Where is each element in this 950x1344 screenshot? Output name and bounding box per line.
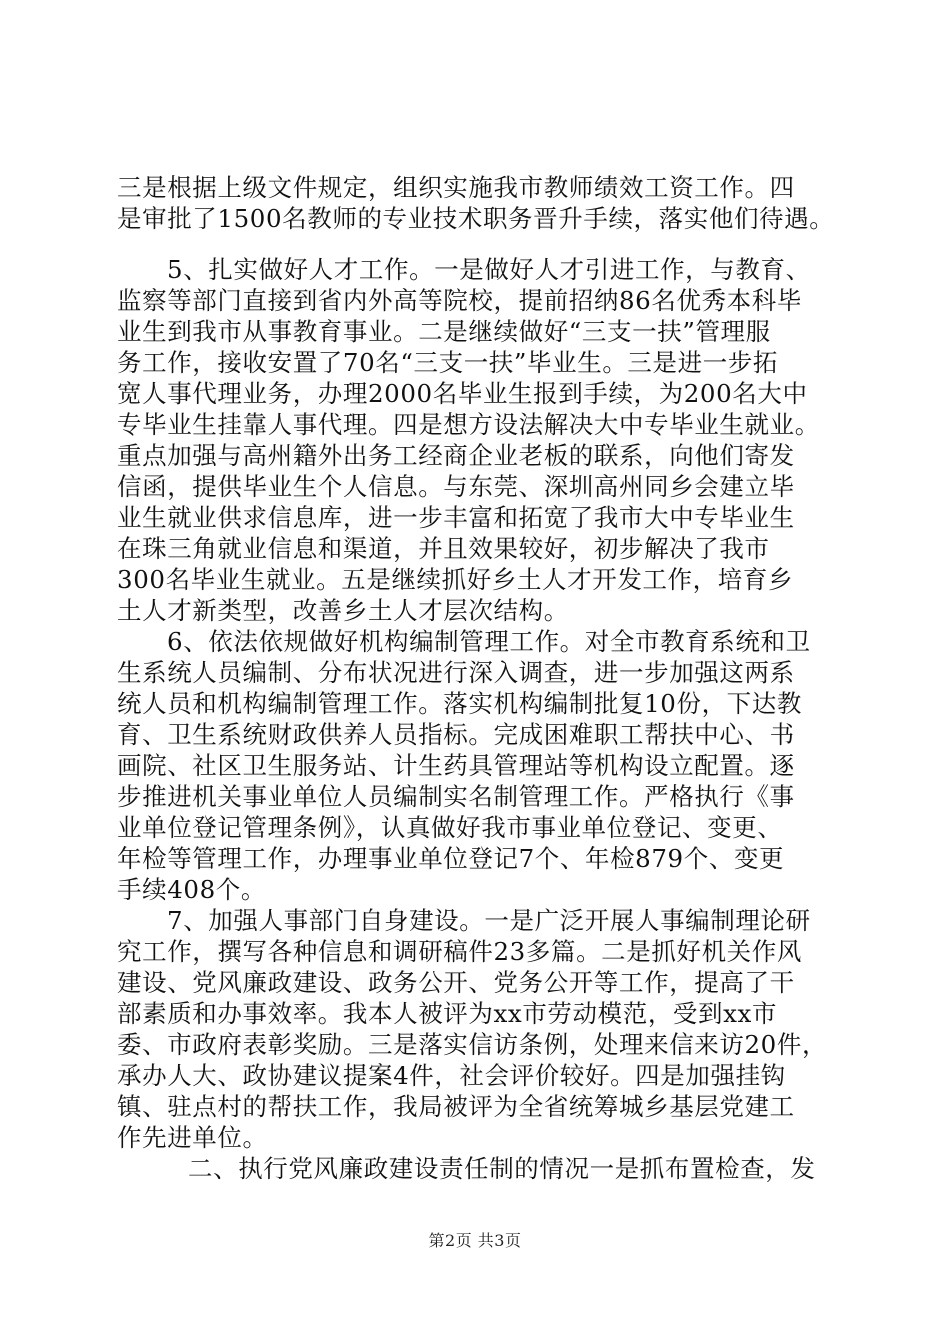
body-text-line: 宽人事代理业务，办理2000名毕业生报到手续，为200名大中 [117,379,808,408]
body-text-line: 镇、驻点村的帮扶工作，我局被评为全省统筹城乡基层党建工 [117,1092,795,1121]
body-text-line: 委、市政府表彰奖励。三是落实信访条例，处理来信来访20件， [117,1030,828,1059]
body-text-line: 画院、社区卫生服务站、计生药具管理站等机构设立配置。逐 [117,751,795,780]
body-text-line: 在珠三角就业信息和渠道，并且效果较好，初步解决了我市 [117,534,770,563]
paragraph-first-line: 6、依法依规做好机构编制管理工作。对全市教育系统和卫 [167,627,811,656]
paragraph-first-line: 二、执行党风廉政建设责任制的情况一是抓布置检查，发 [188,1154,816,1183]
body-text-line: 是审批了1500名教师的专业技术职务晋升手续，落实他们待遇。 [117,204,835,233]
body-text-line: 作先进单位。 [117,1123,268,1152]
body-text-line: 统人员和机构编制管理工作。落实机构编制批复10份，下达教 [117,689,802,718]
body-text-line: 监察等部门直接到省内外高等院校，提前招纳86名优秀本科毕 [117,286,802,315]
body-text-line: 建设、党风廉政建设、政务公开、党务公开等工作，提高了干 [117,968,795,997]
body-text-line: 育、卫生系统财政供养人员指标。完成困难职工帮扶中心、书 [117,720,795,749]
body-text-line: 生系统人员编制、分布状况进行深入调查，进一步加强这两系 [117,658,795,687]
body-text-line: 三是根据上级文件规定，组织实施我市教师绩效工资工作。四 [117,173,795,202]
body-text-line: 土人才新类型，改善乡土人才层次结构。 [117,596,569,625]
body-text-line: 年检等管理工作，办理事业单位登记7个、年检879个、变更 [117,844,785,873]
paragraph-first-line: 5、扎实做好人才工作。一是做好人才引进工作，与教育、 [167,255,811,284]
body-text-line: 信函，提供毕业生个人信息。与东莞、深圳高州同乡会建立毕 [117,472,795,501]
body-text-line: 承办人大、政协建议提案4件，社会评价较好。四是加强挂钩 [117,1061,786,1090]
body-text-line: 业生就业供求信息库，进一步丰富和拓宽了我市大中专毕业生 [117,503,795,532]
body-text-line: 专毕业生挂靠人事代理。四是想方设法解决大中专毕业生就业。 [117,410,820,439]
body-text-line: 步推进机关事业单位人员编制实名制管理工作。严格执行《事 [117,782,795,811]
paragraph-first-line: 7、加强人事部门自身建设。一是广泛开展人事编制理论研 [167,906,811,935]
body-text-line: 业生到我市从事教育事业。二是继续做好“三支一扶”管理服 [117,317,771,346]
body-text-line: 部素质和办事效率。我本人被评为xx市劳动模范，受到xx市 [117,999,778,1028]
body-text-line: 手续408个。 [117,875,266,904]
body-text-line: 业单位登记管理条例》，认真做好我市事业单位登记、变更、 [117,813,783,842]
body-text-line: 重点加强与高州籍外出务工经商企业老板的联系，向他们寄发 [117,441,795,470]
body-text-line: 究工作，撰写各种信息和调研稿件23多篇。二是抓好机关作风 [117,937,802,966]
body-text-line: 务工作，接收安置了70名“三支一扶”毕业生。三是进一步拓 [117,348,779,377]
page-number-footer: 第2页 共3页 [428,1231,522,1250]
body-text-line: 300名毕业生就业。五是继续抓好乡土人才开发工作，培育乡 [117,565,794,594]
